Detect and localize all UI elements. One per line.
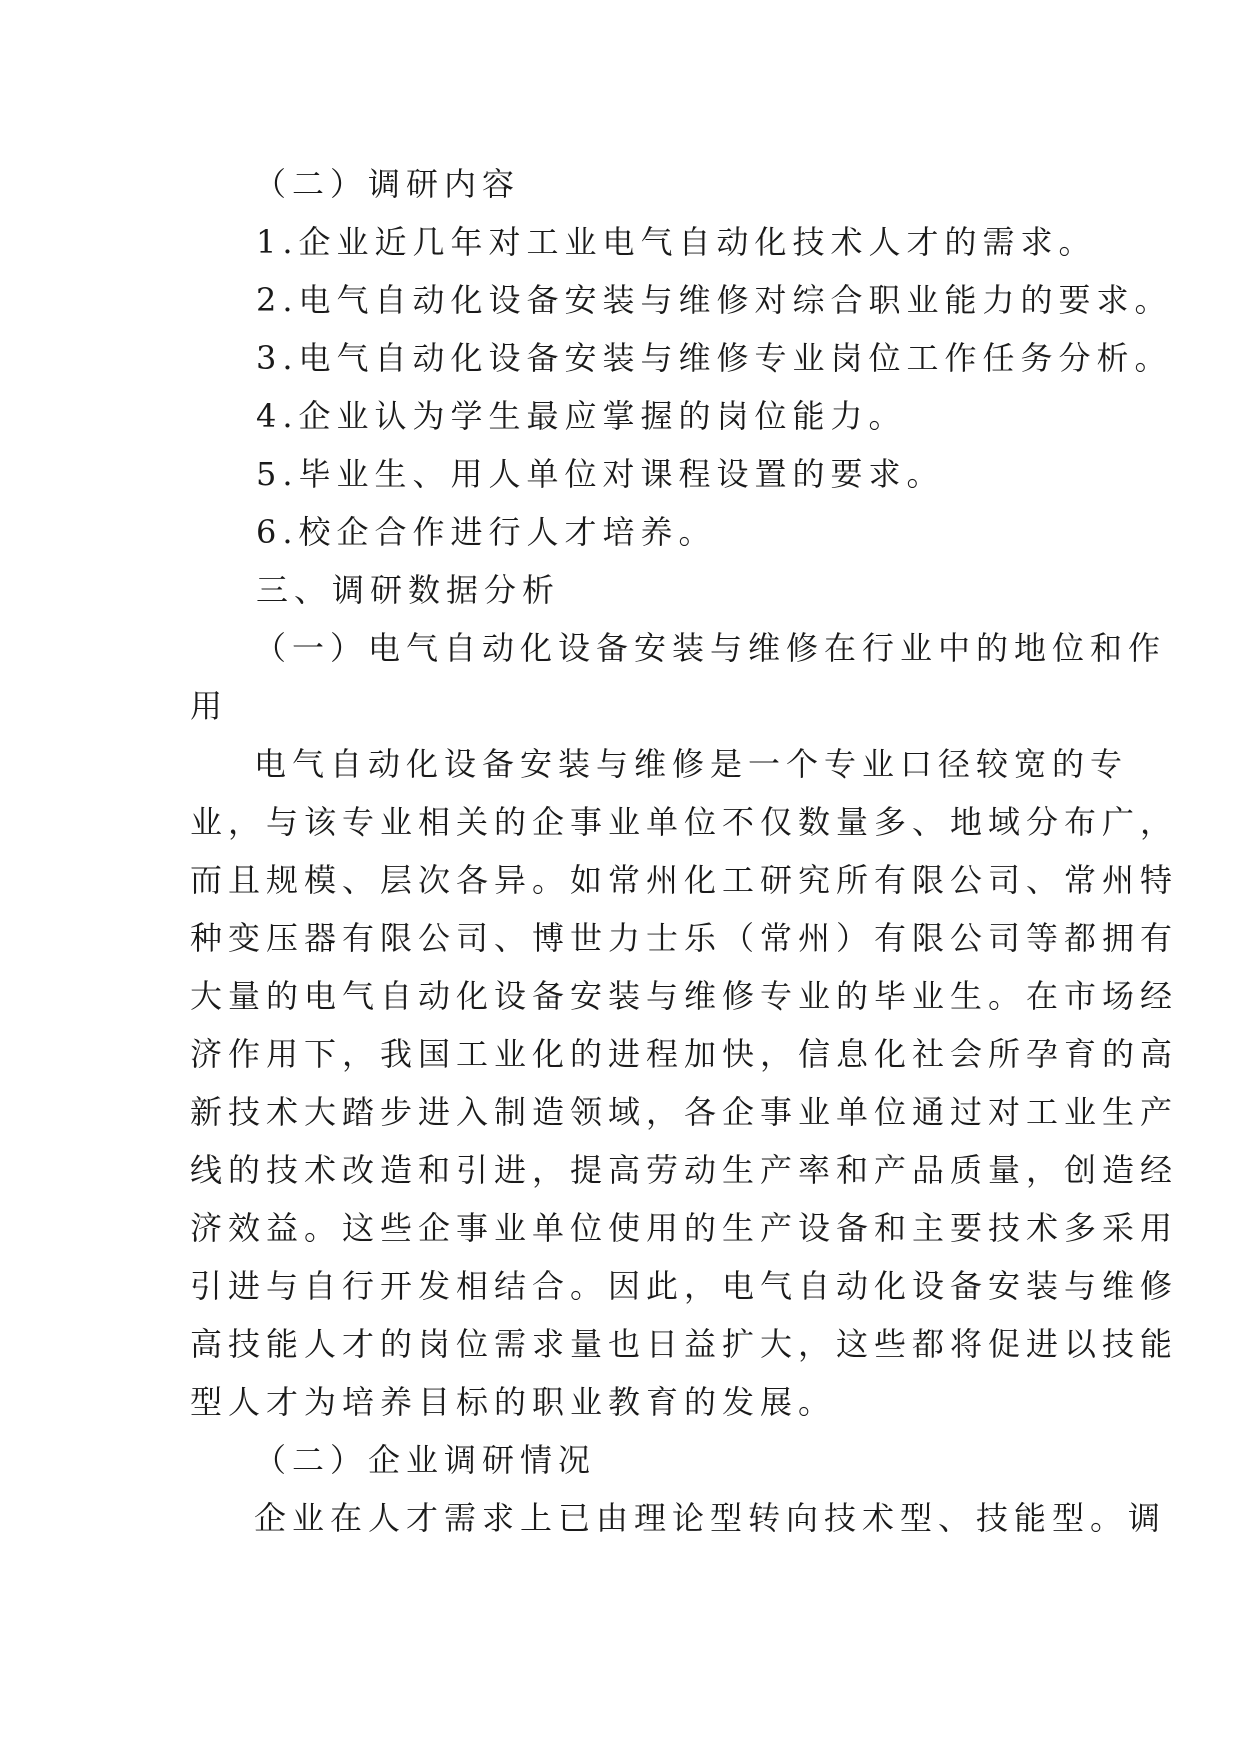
paragraph-line: 而且规模、层次各异。如常州化工研究所有限公司、常州特 <box>190 861 1179 899</box>
paragraph-line: 企业在人才需求上已由理论型转向技术型、技能型。调 <box>254 1499 1167 1537</box>
paragraph-line: 种变压器有限公司、博世力士乐（常州）有限公司等都拥有 <box>190 919 1179 957</box>
subsection-heading-enterprise-survey: （二）企业调研情况 <box>254 1441 597 1479</box>
paragraph-line: 引进与自行开发相结合。因此，电气自动化设备安装与维修 <box>190 1267 1179 1305</box>
subsection-heading-role-cont: 用 <box>190 687 229 725</box>
paragraph-line: 型人才为培养目标的职业教育的发展。 <box>190 1383 837 1421</box>
list-item-4: 4.企业认为学生最应掌握的岗位能力。 <box>256 397 907 435</box>
list-item-1: 1.企业近几年对工业电气自动化技术人才的需求。 <box>256 223 1097 261</box>
paragraph-line: 线的技术改造和引进，提高劳动生产率和产品质量，创造经 <box>190 1151 1179 1189</box>
list-item-5: 5.毕业生、用人单位对课程设置的要求。 <box>256 455 945 493</box>
paragraph-line: 大量的电气自动化设备安装与维修专业的毕业生。在市场经 <box>190 977 1179 1015</box>
list-item-3: 3.电气自动化设备安装与维修专业岗位工作任务分析。 <box>256 339 1173 377</box>
paragraph-line: 业，与该专业相关的企事业单位不仅数量多、地域分布广， <box>190 803 1179 841</box>
paragraph-line: 济效益。这些企事业单位使用的生产设备和主要技术多采用 <box>190 1209 1179 1247</box>
subsection-heading-role: （一）电气自动化设备安装与维修在行业中的地位和作 <box>254 629 1167 667</box>
paragraph-line: 电气自动化设备安装与维修是一个专业口径较宽的专 <box>254 745 1129 783</box>
section-heading-research-content: （二）调研内容 <box>254 165 521 203</box>
paragraph-line: 高技能人才的岗位需求量也日益扩大，这些都将促进以技能 <box>190 1325 1179 1363</box>
list-item-2: 2.电气自动化设备安装与维修对综合职业能力的要求。 <box>256 281 1173 319</box>
section-heading-data-analysis: 三、调研数据分析 <box>256 571 561 609</box>
paragraph-line: 新技术大踏步进入制造领域，各企事业单位通过对工业生产 <box>190 1093 1179 1131</box>
list-item-6: 6.校企合作进行人才培养。 <box>256 513 717 551</box>
paragraph-line: 济作用下，我国工业化的进程加快，信息化社会所孕育的高 <box>190 1035 1179 1073</box>
